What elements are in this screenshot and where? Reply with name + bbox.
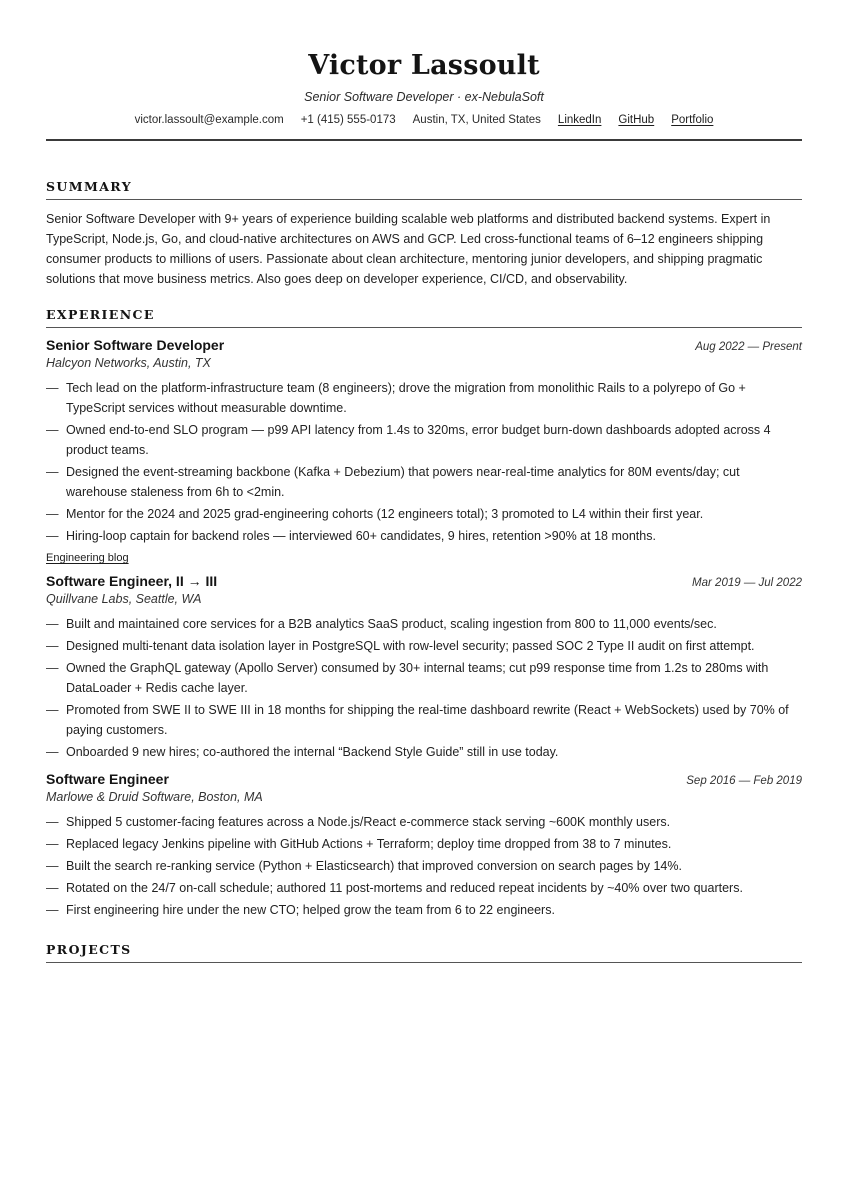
contact-location: Austin, TX, United States (412, 114, 541, 126)
job-entry (46, 336, 802, 566)
dash-marker: — (46, 423, 59, 437)
dash-marker: — (46, 703, 59, 717)
job-bullets (46, 378, 802, 546)
job-bullet (46, 526, 802, 546)
engineering-blog-link[interactable]: Engineering blog (46, 552, 129, 564)
header-divider (46, 139, 802, 141)
dash-marker: — (46, 815, 59, 829)
bullet-text: Hiring-loop captain for backend roles — interviewed 60+ candidates, 9 hires, retention >90% at 18 months. (66, 529, 656, 543)
job-bullet (46, 834, 802, 854)
linkedin-link[interactable]: LinkedIn (557, 114, 602, 126)
bullet-text: Built the search re-ranking service (Python + Elasticsearch) that improved conversion on search pages by 14%. (66, 859, 682, 873)
job-bullet (46, 658, 802, 698)
job-bullet (46, 504, 802, 524)
bullet-text: Owned the GraphQL gateway (Apollo Server) consumed by 30+ internal teams; cut p99 response time from 1.2s to 280ms with DataLoader + Redis cache layer. (66, 661, 769, 695)
job-bullet (46, 878, 802, 898)
bullet-text: Shipped 5 customer-facing features across a Node.js/React e-commerce stack serving ~600K monthly users. (66, 815, 671, 829)
dash-marker: — (46, 745, 59, 759)
bullet-text: Onboarded 9 new hires; co-authored the internal “Backend Style Guide” still in use today. (66, 745, 559, 759)
dash-marker: — (46, 507, 59, 521)
resume-header (46, 0, 802, 141)
job-dates: Sep 2016 — Feb 2019 (686, 775, 802, 787)
job-entry (46, 572, 802, 762)
dash-marker: — (46, 639, 59, 653)
job-company: Quillvane Labs, Seattle, WA (46, 592, 202, 606)
dash-marker: — (46, 381, 59, 395)
job-company: Halcyon Networks, Austin, TX (46, 356, 211, 370)
job-dates: Mar 2019 — Jul 2022 (692, 577, 802, 589)
job-bullet (46, 420, 802, 460)
job-bullet (46, 856, 802, 876)
job-company: Marlowe & Druid Software, Boston, MA (46, 790, 263, 804)
bullet-text: Tech lead on the platform-infrastructure team (8 engineers); drove the migration from monolithic Rails to a polyrepo of Go + TypeScript services without measurable downtime. (66, 381, 746, 415)
contact-row (46, 112, 802, 128)
projects-heading: PROJECTS (46, 942, 132, 957)
bullet-text: Promoted from SWE II to SWE III in 18 months for shipping the real-time dashboard rewrite (React + WebSockets) used by 70% of paying customers. (66, 703, 789, 737)
job-title: Senior Software Developer (46, 337, 225, 353)
job-title: Software Engineer (46, 771, 169, 787)
section-divider (46, 962, 802, 963)
job-bullet (46, 462, 802, 502)
job-bullet (46, 636, 802, 656)
bullet-text: Mentor for the 2024 and 2025 grad-engineering cohorts (12 engineers total); 3 promoted to L4 within their first year. (66, 507, 704, 521)
dash-marker: — (46, 859, 59, 873)
candidate-name: Victor Lassoult (308, 50, 540, 81)
dash-marker: — (46, 617, 59, 631)
bullet-text: First engineering hire under the new CTO; helped grow the team from 6 to 22 engineers. (66, 903, 555, 917)
dash-marker: — (46, 661, 59, 675)
candidate-tagline: Senior Software Developer · ex-NebulaSoft (304, 90, 544, 104)
contact-email[interactable]: victor.lassoult@example.com (134, 114, 284, 126)
summary-text: Senior Software Developer with 9+ years of experience building scalable web platforms and distributed backend systems. Expert in TypeScript, Node.js, Go, and cloud-native architectures on AWS and GCP. Led cross-functional teams of 6–12 engineers shipping consumer products to millions of users. Passionate about clean architecture, mentoring junior developers, and shipping pragmatic solutions that move business metrics. Also goes deep on developer experience, CI/CD, and observability. (46, 212, 771, 286)
section-divider (46, 199, 802, 200)
job-bullet (46, 900, 802, 920)
projects-section (46, 942, 802, 963)
job-bullet (46, 742, 802, 762)
experience-section (46, 307, 802, 920)
contact-phone[interactable]: +1 (415) 555-0173 (300, 114, 396, 126)
job-header (46, 770, 802, 788)
summary-heading: SUMMARY (46, 179, 133, 194)
job-bullet (46, 812, 802, 832)
job-bullet (46, 614, 802, 634)
job-bullets (46, 614, 802, 762)
job-header (46, 572, 802, 590)
experience-heading: EXPERIENCE (46, 307, 155, 322)
github-link[interactable]: GitHub (618, 114, 655, 126)
summary-section (46, 179, 802, 289)
bullet-text: Designed multi-tenant data isolation layer in PostgreSQL with row-level security; passed SOC 2 Type II audit on first attempt. (66, 639, 755, 653)
bullet-text: Owned end-to-end SLO program — p99 API latency from 1.4s to 320ms, error budget burn-down dashboards adopted across 4 product teams. (66, 423, 771, 457)
portfolio-link[interactable]: Portfolio (671, 114, 714, 126)
job-dates: Aug 2022 — Present (695, 341, 802, 353)
bullet-text: Replaced legacy Jenkins pipeline with GitHub Actions + Terraform; deploy time dropped from 38 to 7 minutes. (66, 837, 672, 851)
job-header (46, 336, 802, 354)
job-entry (46, 770, 802, 920)
dash-marker: — (46, 529, 59, 543)
bullet-text: Designed the event-streaming backbone (Kafka + Debezium) that powers near-real-time analytics for 80M events/day; cut warehouse staleness from 6h to <2min. (66, 465, 740, 499)
dash-marker: — (46, 465, 59, 479)
job-bullet (46, 378, 802, 418)
dash-marker: — (46, 903, 59, 917)
section-divider (46, 327, 802, 328)
job-title: Software Engineer, II → III (46, 573, 218, 589)
job-bullet (46, 700, 802, 740)
dash-marker: — (46, 837, 59, 851)
bullet-text: Built and maintained core services for a B2B analytics SaaS product, scaling ingestion from 800 to 11,000 events/sec. (66, 617, 717, 631)
job-bullets (46, 812, 802, 920)
dash-marker: — (46, 881, 59, 895)
bullet-text: Rotated on the 24/7 on-call schedule; authored 11 post-mortems and reduced repeat incidents by ~40% over two quarters. (66, 881, 743, 895)
